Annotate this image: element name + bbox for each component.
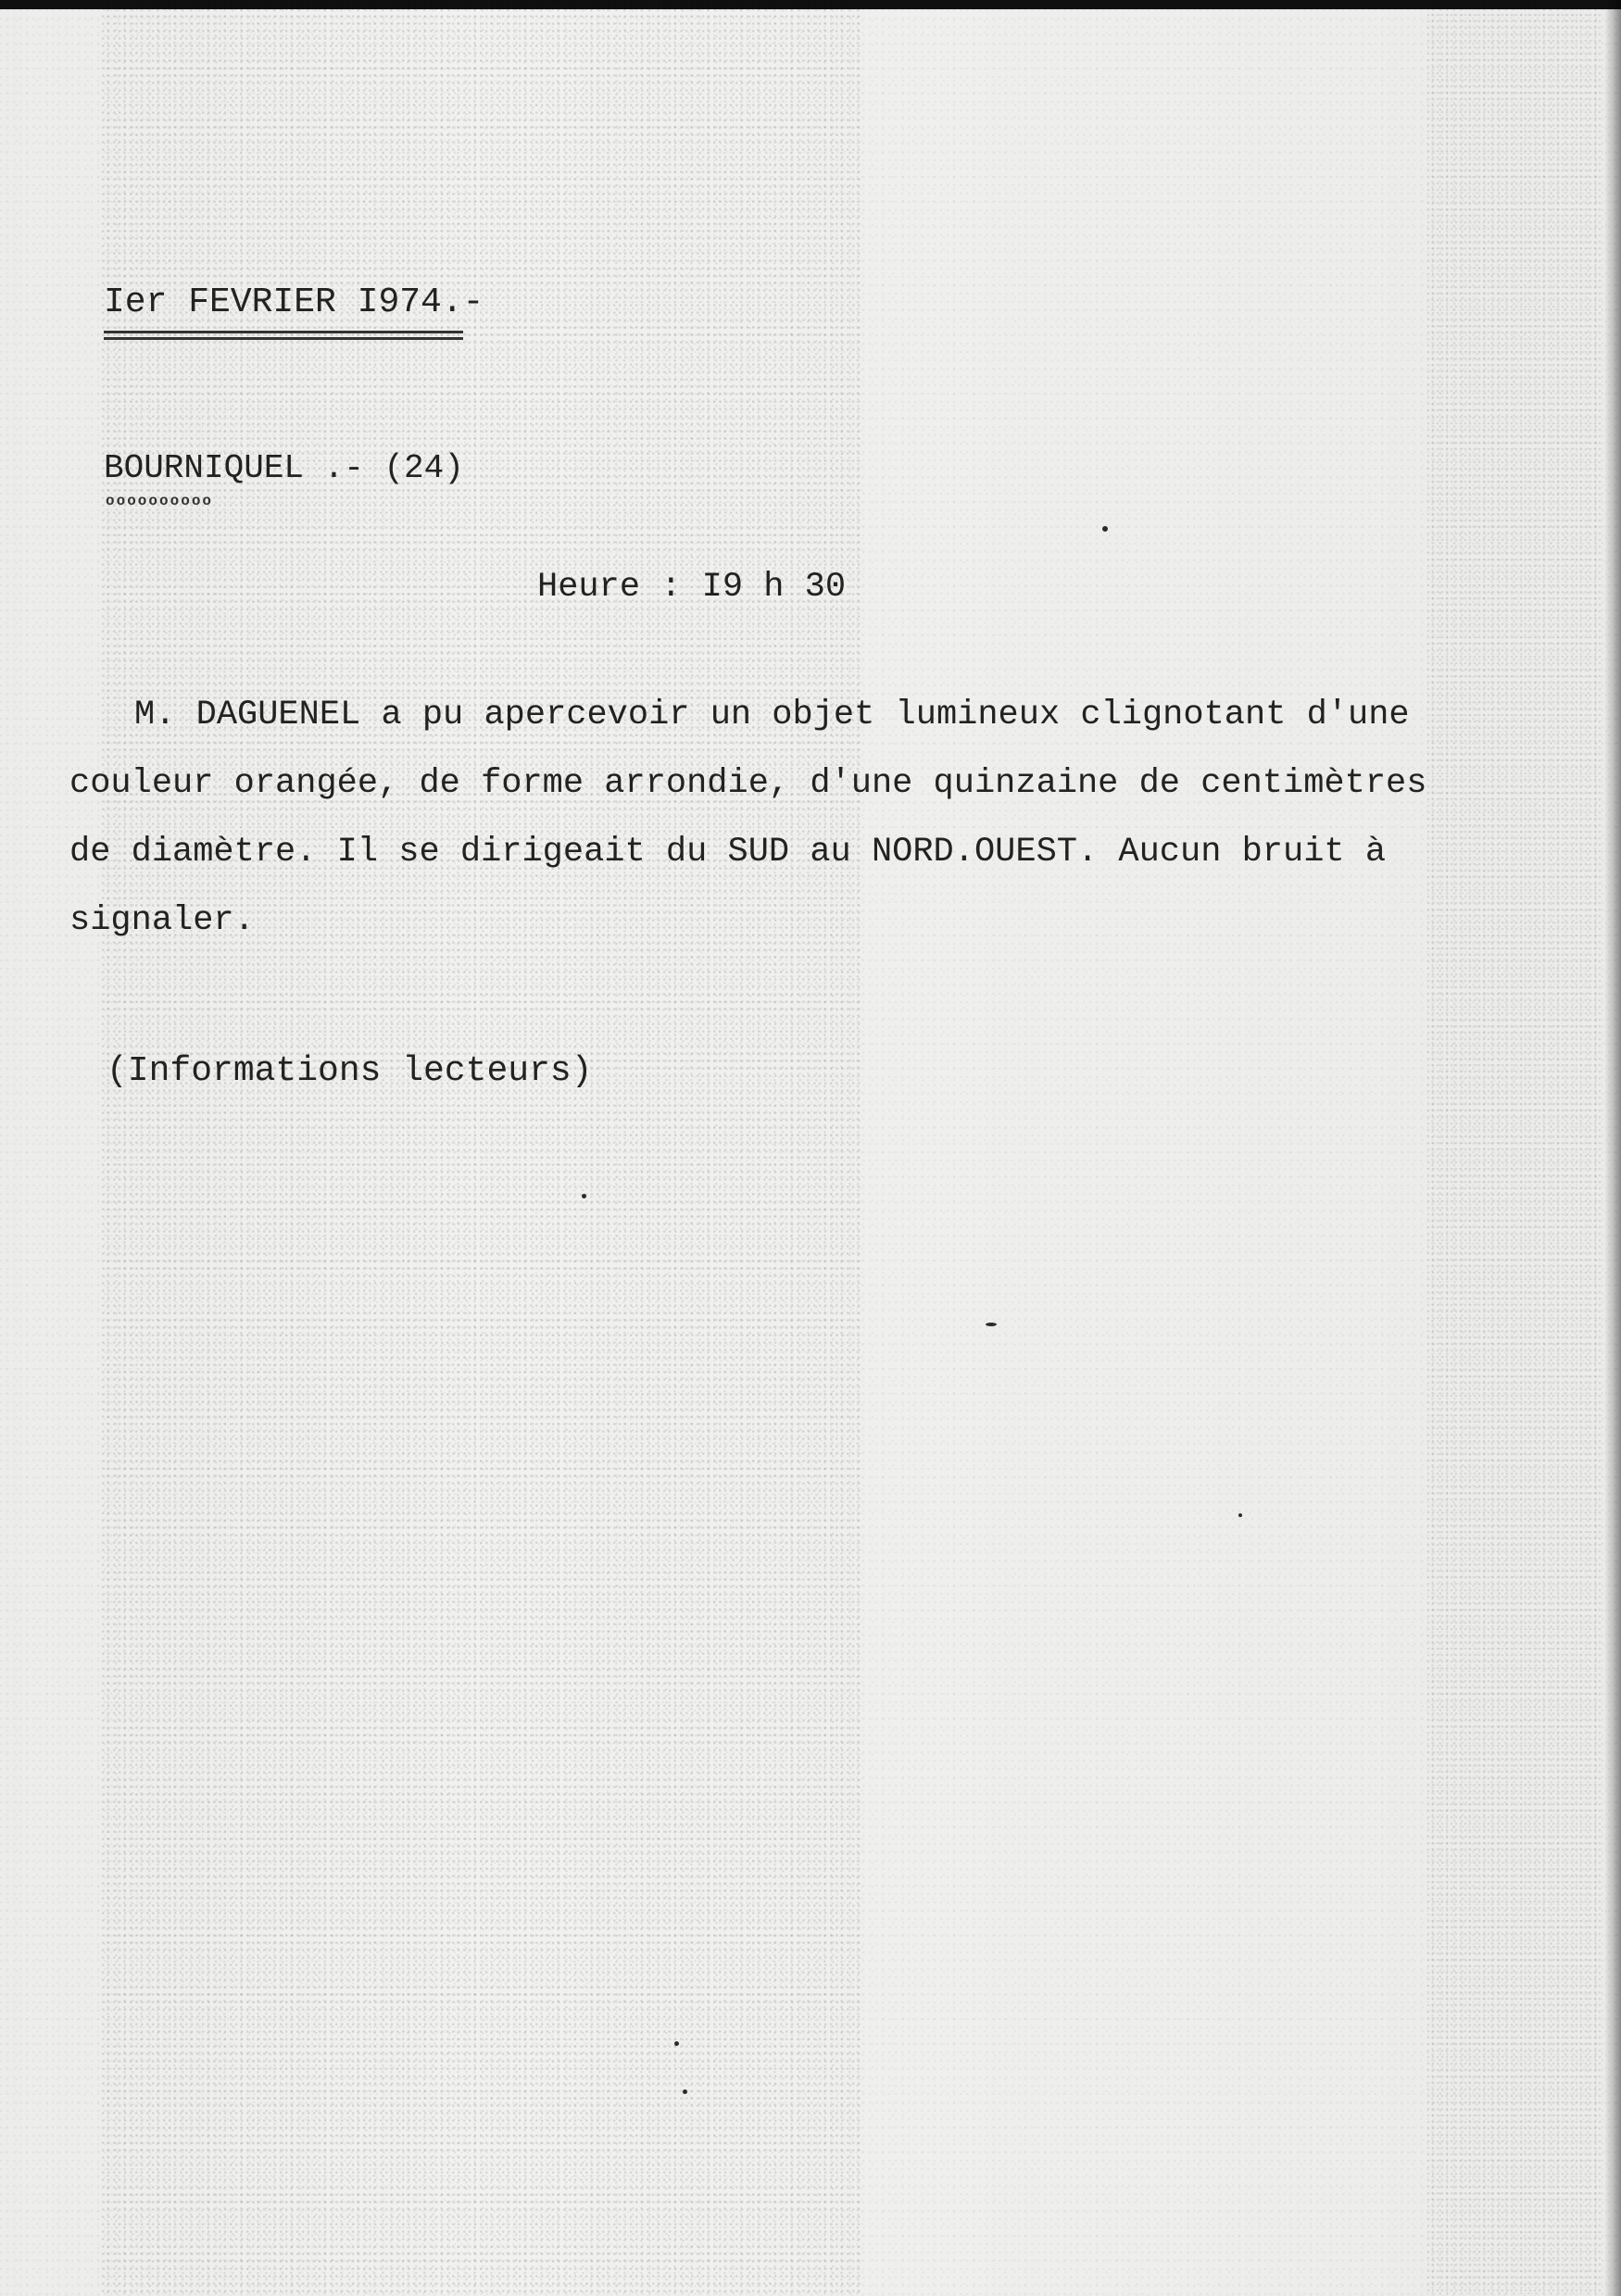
report-date: Ier FEVRIER I974.- [104,282,484,322]
paragraph-line: signaler. [69,901,255,940]
right-scan-noise [1426,0,1602,2296]
paragraph-line: de diamètre. Il se dirigeait du SUD au NORD.OUEST. Aucun bruit à [69,833,1387,872]
source-note: (Informations lecteurs) [107,1051,593,1091]
left-scan-noise [102,0,861,2296]
top-scan-edge [0,0,1621,9]
report-time: Heure : I9 h 30 [537,568,847,607]
paragraph-line: M. DAGUENEL a pu apercevoir un objet lumineux clignotant d'une [134,696,1410,734]
scan-mark [683,2089,687,2094]
scan-mark [582,1194,586,1198]
right-scan-shadow [1604,0,1621,2296]
report-paragraph [69,681,1552,955]
scan-mark [1238,1513,1242,1517]
scan-mark [986,1323,997,1326]
report-location: BOURNIQUEL .- (24) [104,449,464,487]
scan-mark [1102,526,1108,532]
paragraph-line: couleur orangée, de forme arrondie, d'une quinzaine de centimètres [69,764,1427,803]
location-dotted-underline: oooooooooo [106,493,214,509]
scan-mark [674,2041,679,2046]
date-double-underline [104,331,463,340]
